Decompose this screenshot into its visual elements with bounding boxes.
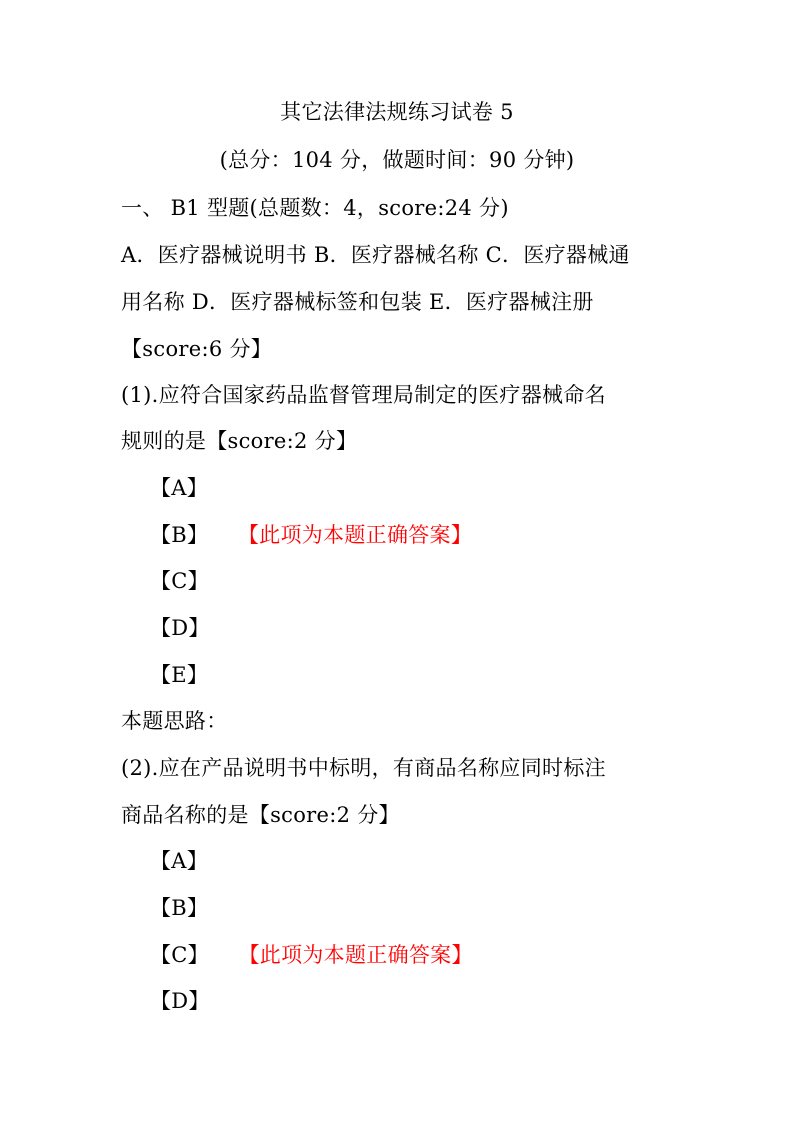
choices-line-2: 用名称 D．医疗器械标签和包装 E．医疗器械注册: [121, 290, 594, 314]
question-2-stem-line-1: (2).应在产品说明书中标明，有商品名称应同时标注: [121, 756, 606, 780]
question-1-option-a: 【A】: [150, 476, 209, 500]
question-1-correct-mark: 【此项为本题正确答案】: [248, 523, 473, 547]
question-1-explanation: 本题思路：: [121, 709, 228, 733]
question-2-option-c-label: 【C】: [150, 943, 209, 967]
document-title: 其它法律法规练习试卷 5: [280, 100, 514, 124]
question-1-option-b: [150, 520, 472, 550]
question-2-stem-line-2: 商品名称的是【score:2 分】: [121, 803, 400, 827]
question-1-stem-line-1: (1).应符合国家药品监督管理局制定的医疗器械命名: [121, 383, 606, 407]
choices-line-1: A．医疗器械说明书 B．医疗器械名称 C．医疗器械通: [121, 243, 630, 267]
question-2-correct-mark: 【此项为本题正确答案】: [248, 943, 473, 967]
question-1-option-e: 【E】: [150, 663, 209, 687]
section-score: 【score:6 分】: [121, 337, 273, 361]
question-2-option-d: 【D】: [150, 989, 210, 1013]
section-heading: 一、 B1 型题(总题数：4，score:24 分): [121, 196, 509, 220]
question-2-option-b: 【B】: [150, 896, 209, 920]
question-1-option-d: 【D】: [150, 616, 210, 640]
question-1-option-c: 【C】: [150, 569, 209, 593]
document-subtitle: (总分：104 分，做题时间：90 分钟): [219, 148, 575, 172]
question-2-option-a: 【A】: [150, 849, 209, 873]
question-2-option-c: [150, 940, 473, 970]
question-1-option-b-label: 【B】: [150, 523, 209, 547]
question-1-stem-line-2: 规则的是【score:2 分】: [121, 429, 358, 453]
